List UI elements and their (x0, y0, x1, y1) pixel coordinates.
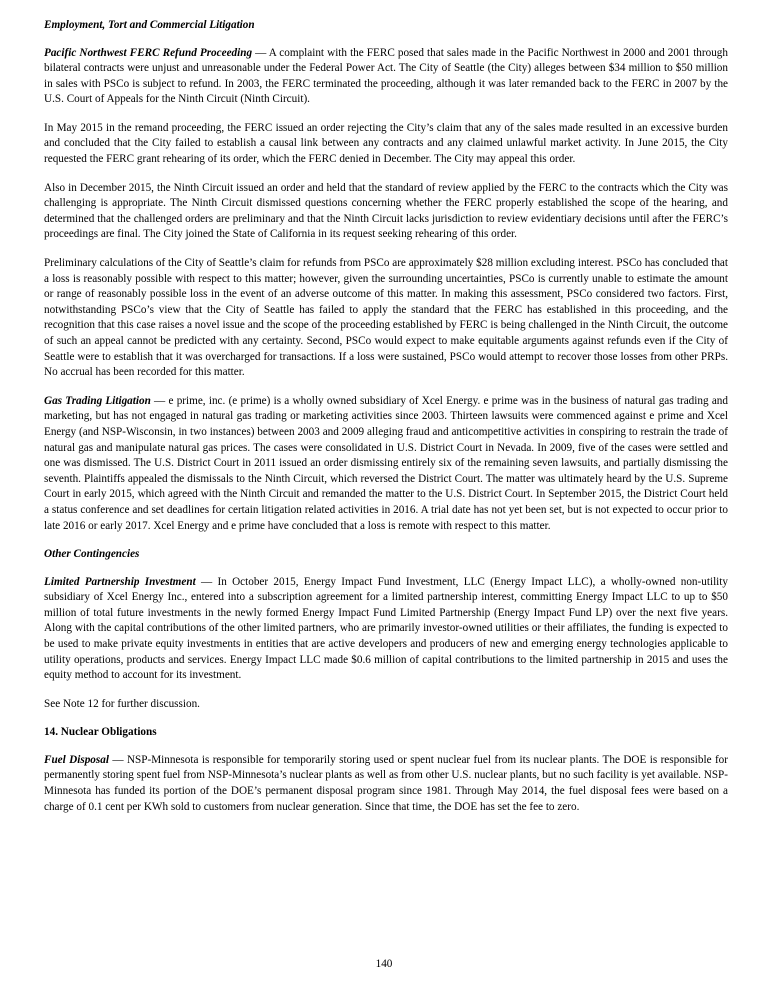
limited-partnership-investment-text: — In October 2015, Energy Impact Fund Investment, LLC (Energy Impact LLC), a wholly-owned non-utility subsidiary of Xcel Energy Inc., entered into a subscription agreement for a limited partnership interest, committing Energy Impact LLC to up to $50 million of total future investments in the newly formed Energy Impact Fund Limited Partnership (Energy Impact Fund LP) over the next five years. Along with the capital contributions of the other limited partners, who are primarily investor-owned utilities or their affiliates, the funding is expected to be used to make private equity investments in entities that are active developers and producers of new and emerging energy technologies applicable to utility operations, products and services. Energy Impact LLC made $0.6 million of capital contributions to the limited partnership in 2015 and uses the equity method to account for its investment. (44, 575, 728, 682)
employment-tort-commercial-litigation-heading: Employment, Tort and Commercial Litigation (44, 19, 255, 31)
page-number: 140 (375, 958, 393, 970)
see-note-12-paragraph: See Note 12 for further discussion. (44, 697, 200, 710)
limited-partnership-investment-runin: Limited Partnership Investment (44, 575, 196, 588)
pacific-northwest-ferc-refund-proceeding-runin: Pacific Northwest FERC Refund Proceeding (44, 46, 253, 59)
may-2015-remand-paragraph: In May 2015 in the remand proceeding, the FERC issued an order rejecting the City’s claim that any of the sales made resulted in an excessive burden and concluded that the City failed to establish a causal link between any contracts and any claimed unlawful market activity. In June 2015, the City requested the FERC grant rehearing of its order, which the FERC denied in December. The City may appeal this order. (44, 121, 728, 166)
fuel-disposal-paragraph (44, 753, 728, 815)
other-contingencies-heading: Other Contingencies (44, 548, 140, 561)
fuel-disposal-runin: Fuel Disposal (44, 753, 109, 766)
pacific-northwest-ferc-refund-proceeding-text: — A complaint with the FERC posed that sales made in the Pacific Northwest in 2000 and 2001 through bilateral contracts were unjust and unreasonable under the Federal Power Act. The City of Seattle (the City) alleges between $34 million to $50 million in sales with PSCo is subject to refund. In 2003, the FERC terminated the proceeding, although it was later remanded back to the FERC in 2007 by the U.S. Court of Appeals for the Ninth Circuit (Ninth Circuit). (44, 46, 728, 106)
gas-trading-litigation-runin: Gas Trading Litigation (44, 394, 151, 407)
december-2015-ninth-circuit-paragraph: Also in December 2015, the Ninth Circuit issued an order and held that the standard of review applied by the FERC to the contracts which the City was challenging is appropriate. The Ninth Circuit dismissed questions concerning whether the FERC properly established the scope of the hearing, and determined that the challenged orders are preliminary and that the Ninth Circuit lacks jurisdiction to review evidentiary decisions until after the FERC’s proceedings are final. The City joined the State of California in its request seeking rehearing of this order. (44, 181, 728, 241)
pacific-northwest-ferc-refund-proceeding-paragraph (44, 46, 728, 108)
gas-trading-litigation-text: — e prime, inc. (e prime) is a wholly owned subsidiary of Xcel Energy. e prime was in the business of natural gas trading and marketing, but has not engaged in natural gas trading or marketing activities since 2003. Thirteen lawsuits were commenced against e prime and Xcel Energy (and NSP-Wisconsin, in two instances) between 2003 and 2009 alleging fraud and anticompetitive activities in conspiring to restrain the trade of natural gas and manipulate natural gas prices. The cases were consolidated in U.S. District Court in Nevada. In 2009, five of the cases were settled and one was dismissed. The U.S. District Court in 2011 issued an order dismissing entirely six of the remaining seven lawsuits, and partially dismissing the seventh. Plaintiffs appealed the dismissals to the Ninth Circuit, which reversed the District Court. The matter was ultimately heard by the U.S. Supreme Court in early 2015, which agreed with the Ninth Circuit and remanded the matter to the U.S. District Court. In September 2015, the District Court held a status conference and set deadlines for certain litigation related activities in 2016. A trial date has not yet been set, but is not expected to occur prior to late 2016 or early 2017. Xcel Energy and e prime have concluded that a loss is remote with respect to this matter. (44, 394, 728, 532)
limited-partnership-investment-paragraph (44, 575, 728, 684)
gas-trading-litigation-paragraph (44, 394, 728, 534)
nuclear-obligations-heading: 14. Nuclear Obligations (44, 726, 157, 739)
fuel-disposal-text: — NSP-Minnesota is responsible for temporarily storing used or spent nuclear fuel from its nuclear plants. The DOE is responsible for permanently storing spent fuel from NSP-Minnesota’s nuclear plants as well as from other U.S. nuclear plants, but no such facility is yet available. NSP-Minnesota has funded its portion of the DOE’s permanent disposal program since 1981. Through May 2014, the fuel disposal fees were based on a charge of 0.1 cent per KWh sold to customers from nuclear generation. Since that time, the DOE has set the fee to zero. (44, 753, 728, 813)
preliminary-calculations-paragraph: Preliminary calculations of the City of Seattle’s claim for refunds from PSCo are approximately $28 million excluding interest. PSCo has concluded that a loss is reasonably possible with respect to this matter; however, given the surrounding uncertainties, PSCo is currently unable to estimate the amount or range of reasonably possible loss in the event of an adverse outcome of this matter. In making this assessment, PSCo considered two factors. First, notwithstanding PSCo’s view that the City of Seattle has failed to apply the standard that the FERC has established in this proceeding, and the recognition that this case raises a novel issue and the scope of the proceeding established by FERC is being challenged in the Ninth Circuit, the outcome of such an appeal cannot be predicted with any certainty. Second, PSCo would expect to make equitable arguments against refunds even if the City of Seattle were to establish that it was overcharged for transactions. If a loss were sustained, PSCo would attempt to recover those losses from other PRPs. No accrual has been recorded for this matter. (44, 257, 728, 379)
